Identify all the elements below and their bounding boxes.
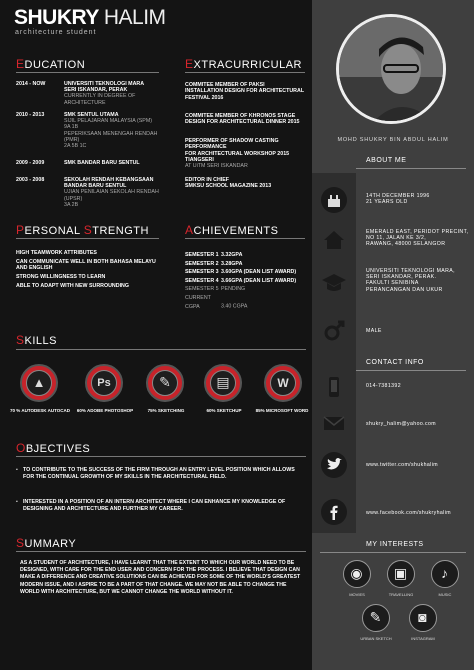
interest-label: INSTAGRAM (411, 636, 435, 641)
twitter-link[interactable]: www.twitter.com/shukhalim (366, 462, 438, 468)
cake-icon (321, 187, 347, 213)
last-name: HALIM (103, 6, 166, 29)
skill-label: 85% MICROSOFT WORD (255, 408, 309, 413)
interests-title: MY INTERESTS (366, 541, 424, 548)
objectives-divider (16, 456, 306, 457)
home-icon (321, 227, 347, 253)
autocad-icon: ▲ (32, 375, 46, 390)
extracurricular-entry: COMMITEE MEMBER OF PAKSI INSTALLATION DESIGN FOR ARCHITECTURAL FESTIVAL 2016 (185, 82, 305, 101)
achievements-title: ACHIEVEMENTS (185, 223, 279, 237)
summary-text: AS A STUDENT OF ARCHITECTURE, I HAVE LEARNT THAT THE EXTENT TO WHICH OUR WORLD NEED TO BE DESIGNED, WITH CARE FOR THE END USER AND CONCERN FOR THE PROCESS. I BELIEVE THAT DESIGN CAN MAKE A DIFFERENCE AND CREATIVE SOLUTIONS CAN BE ACHIEVED FOR SOME OF THE WORLD'S GREATEST MODERN ISSUE, AND I ASPIRE TO BE A PART OF THAT CHANGE. WE MAY NOT BE ABLE TO CHANGE THE WORLD WITH ARCHITECTURE, BUT WE CANNOT CHANGE THE WORLD WITHOUT IT. (20, 560, 301, 595)
skill-word (264, 364, 302, 402)
extracurricular-entry: EDITOR IN CHIEF SMKSU SCHOOL MAGAZINE 2013 (185, 177, 272, 190)
skill-label: 60% ADOBE PHOTOSHOP (76, 408, 134, 413)
contact-divider (356, 370, 466, 371)
email-address[interactable]: shukry_halim@yahoo.com (366, 421, 437, 427)
gender: MALE (366, 328, 382, 334)
first-name: SHUKRY (14, 6, 99, 29)
phone-number[interactable]: 014-7381392 (366, 383, 401, 389)
skill-label: 70 % AUTODESK AUTOCAD (10, 408, 71, 413)
film-reel-icon: ◉ (343, 560, 371, 588)
facebook-icon[interactable] (321, 499, 347, 525)
education-title: EDUCATION (16, 57, 86, 71)
skill-sketchup (204, 364, 242, 402)
skill-autocad (20, 364, 58, 402)
list-item: SEMESTER 2 3.28GPA (185, 260, 243, 267)
skills-divider (16, 349, 306, 350)
sketchup-icon: ▤ (216, 374, 230, 390)
list-item: SEMESTER 5 PENDING (185, 286, 246, 293)
camera-icon: ◙ (409, 604, 437, 632)
list-item: SEMESTER 1 3.32GPA (185, 252, 243, 258)
achievements-divider (185, 238, 305, 239)
skill-sketching (146, 364, 184, 402)
extracurricular-entry: COMMITEE MEMBER OF KHRONOS STAGE DESIGN FOR ARCHITECTURAL DINNER 2015 (185, 113, 300, 126)
email-icon (321, 410, 347, 436)
twitter-icon[interactable] (321, 452, 347, 478)
skill-photoshop (85, 364, 123, 402)
suitcase-icon: ▣ (387, 560, 415, 588)
extracurricular-entry: PERFORMER OF SHADOW CASTING PERFORMANCE FOR ARCHITECTURAL WORKSHOP 2015 TIANGSERI AT UiTM SERI ISKANDAR (185, 138, 290, 170)
list-item: CAN COMMUNICATE WELL IN BOTH BAHASA MELAYU AND ENGLISH (16, 258, 156, 272)
summary-title: SUMMARY (16, 536, 77, 550)
strength-divider (16, 238, 159, 239)
skill-label: 75% SKETCHING (147, 408, 185, 413)
list-item: ABLE TO ADAPT WITH NEW SURROUNDING (16, 283, 129, 290)
facebook-link[interactable]: www.facebook.com/shukryhalim (366, 510, 452, 516)
left-column: SHUKRY HALIM architecture student EDUCATION 2014 - NOW UNIVERSITI TEKNOLOGI MARA SERI ISKANDAR, PERAK CURRENTLY IN DEGREE OF ARCHITECTURE 2010 - 2013 SMK SENTUL UTAMA SIJIL PELAJARAN MALAYSIA (SPM) 9A 1B PEPERIKSAAN MENENGAH RENDAH (PMR) 2A 5B 1C 2009 - 2009 SMK BANDAR BARU SENTUL 2003 - 2008 SEKOLAH RENDAH KEBANGSAAN BANDAR BARU SENTUL UJIAN PENILAIAN SEKOLAH RENDAH (UPSR) 3A 2B EXTRACURRICULAR COMMITEE MEMBER OF PAKSI INSTALLATION DESIGN FOR ARCHITECTURAL FESTIVAL 2016 COMMITEE MEMBER OF KHRONOS STAGE DESIGN FOR ARCHITECTURAL DINNER 2015 PERFORMER OF SHADOW CASTING PERFORMANCE FOR ARCHITECTURAL WORKSHOP 2015 TIANGSERI AT UiTM SERI ISKANDAR EDITOR IN CHIEF SMKSU SCHOOL MAGAZINE 2013 PERSONAL STRENGTH HIGH TEAMWORK ATTRIBUTES CAN COMMUNICATE WELL IN BOTH BAHASA MELAYU AND ENGLISH STRONG WILLINGNESS TO LEARN ABLE TO ADAPT WITH NEW SURROUNDING ACHIEVEMENTS SEMESTER 1 3.32GPA SEMESTER 2 3.28GPA SEMESTER 3 3.60GPA (DEAN LIST AWARD) SEMESTER 4 3.66GPA (DEAN LIST AWARD) SEMESTER 5 PENDING CURRENT CGPA 3.40 CGPA SKILLS ▲ Ps ✎ ▤ W 70 % AUTODESK AUTOCAD 60% ADOBE PHOTOSHOP 75% SKETCHING 60% SKETCHUP 85% MICROSOFT WORD OBJECTIVES ▪ TO CONTRIBUTE TO THE SUCCESS OF THE FIRM THROUGH AN ENTRY LEVEL POSITION WHICH ALLOWS FOR THE CONTINUAL GROWTH OF MY SKILLS IN THE ARCHITECTURAL FIELD. ▪ INTERESTED IN A POSITION OF AN INTERN ARCHITECT WHERE I CAN ENHANCE MY KNOWLEDGE OF DESIGNING AND ARCHITECTURE AND FURTHER MY CAREER. SUMMARY AS A STUDENT OF ARCHITECTURE, I HAVE LEARNT THAT THE EXTENT TO WHICH OUR WORLD NEED TO BE DESIGNED, WITH CARE FOR THE END USER AND CONCERN FOR THE PROCESS. I BELIEVE THAT DESIGN CAN MAKE A DIFFERENCE AND CREATIVE SOLUTIONS CAN BE ACHIEVED FOR SOME OF THE WORLD'S GREATEST MODERN ISSUE, AND I ASPIRE TO BE A PART OF THAT CHANGE. WE MAY NOT BE ABLE TO CHANGE THE WORLD WITH ARCHITECTURE, BUT WE CANNOT CHANGE THE WORLD WITHOUT IT. (0, 0, 312, 670)
skills-title: SKILLS (16, 333, 57, 347)
about-divider (356, 168, 466, 169)
pencil-icon: ✎ (159, 374, 171, 390)
list-item: SEMESTER 4 3.66GPA (DEAN LIST AWARD) (185, 277, 297, 284)
pencil-icon: ✎ (362, 604, 390, 632)
resume-name (14, 6, 166, 30)
skill-label: 60% SKETCHUP (206, 408, 242, 413)
summary-divider (16, 551, 306, 552)
interest-label: MOVIES (349, 592, 365, 597)
objective-item: ▪ TO CONTRIBUTE TO THE SUCCESS OF THE FIRM THROUGH AN ENTRY LEVEL POSITION WHICH ALLOWS FOR THE CONTINUAL GROWTH OF MY SKILLS IN THE ARCHITECTURAL FIELD. (16, 467, 295, 480)
interest-label: MUSIC (438, 592, 452, 597)
list-item: CURRENT CGPA 3.40 CGPA (185, 294, 248, 310)
phone-icon (321, 374, 347, 400)
objective-item: ▪ INTERESTED IN A POSITION OF AN INTERN ARCHITECT WHERE I CAN ENHANCE MY KNOWLEDGE OF DESIGNING AND ARCHITECTURE AND FURTHER MY CAREER. (16, 499, 286, 512)
contact-title: CONTACT INFO (366, 359, 424, 366)
objectives-title: OBJECTIVES (16, 441, 91, 455)
interest-label: TRAVELLING (388, 592, 414, 597)
full-name: MOHD SHUKRY BIN ABDUL HALIM (337, 137, 449, 143)
strength-title: PERSONAL STRENGTH (16, 223, 149, 237)
list-item: STRONG WILLINGNESS TO LEARN (16, 273, 106, 280)
address: EMERALD EAST, PERIDOT PRECINT, NO 11, JALAN KE 3/2, RAWANG, 48000 SELANGOR (366, 229, 469, 248)
about-title: ABOUT ME (366, 157, 407, 164)
word-icon: W (277, 376, 289, 390)
headphones-icon: ♪ (431, 560, 459, 588)
interest-label: URBAN SKETCH (360, 636, 392, 641)
achievements-list (185, 251, 310, 311)
education-divider (16, 72, 159, 73)
birth-info: 14TH DECEMBER 1996 21 YEARS OLD (366, 193, 430, 206)
extracurricular-divider (185, 72, 305, 73)
resume-subtitle: architecture student (15, 29, 97, 36)
university: UNIVERSITI TEKNOLOGI MARA, SERI ISKANDAR, PERAK. FAKULTI SENIBINA PERANCANGAN DAN UKUR (366, 268, 455, 293)
gender-icon (321, 318, 347, 344)
interests-divider (320, 552, 466, 553)
graduation-cap-icon (321, 270, 347, 296)
extracurricular-title: EXTRACURRICULAR (185, 57, 302, 71)
profile-photo (336, 14, 446, 124)
photoshop-icon: Ps (97, 377, 111, 389)
strength-list (16, 250, 161, 290)
list-item: SEMESTER 3 3.60GPA (DEAN LIST AWARD) (185, 269, 297, 276)
list-item: HIGH TEAMWORK ATTRIBUTES (16, 250, 97, 256)
